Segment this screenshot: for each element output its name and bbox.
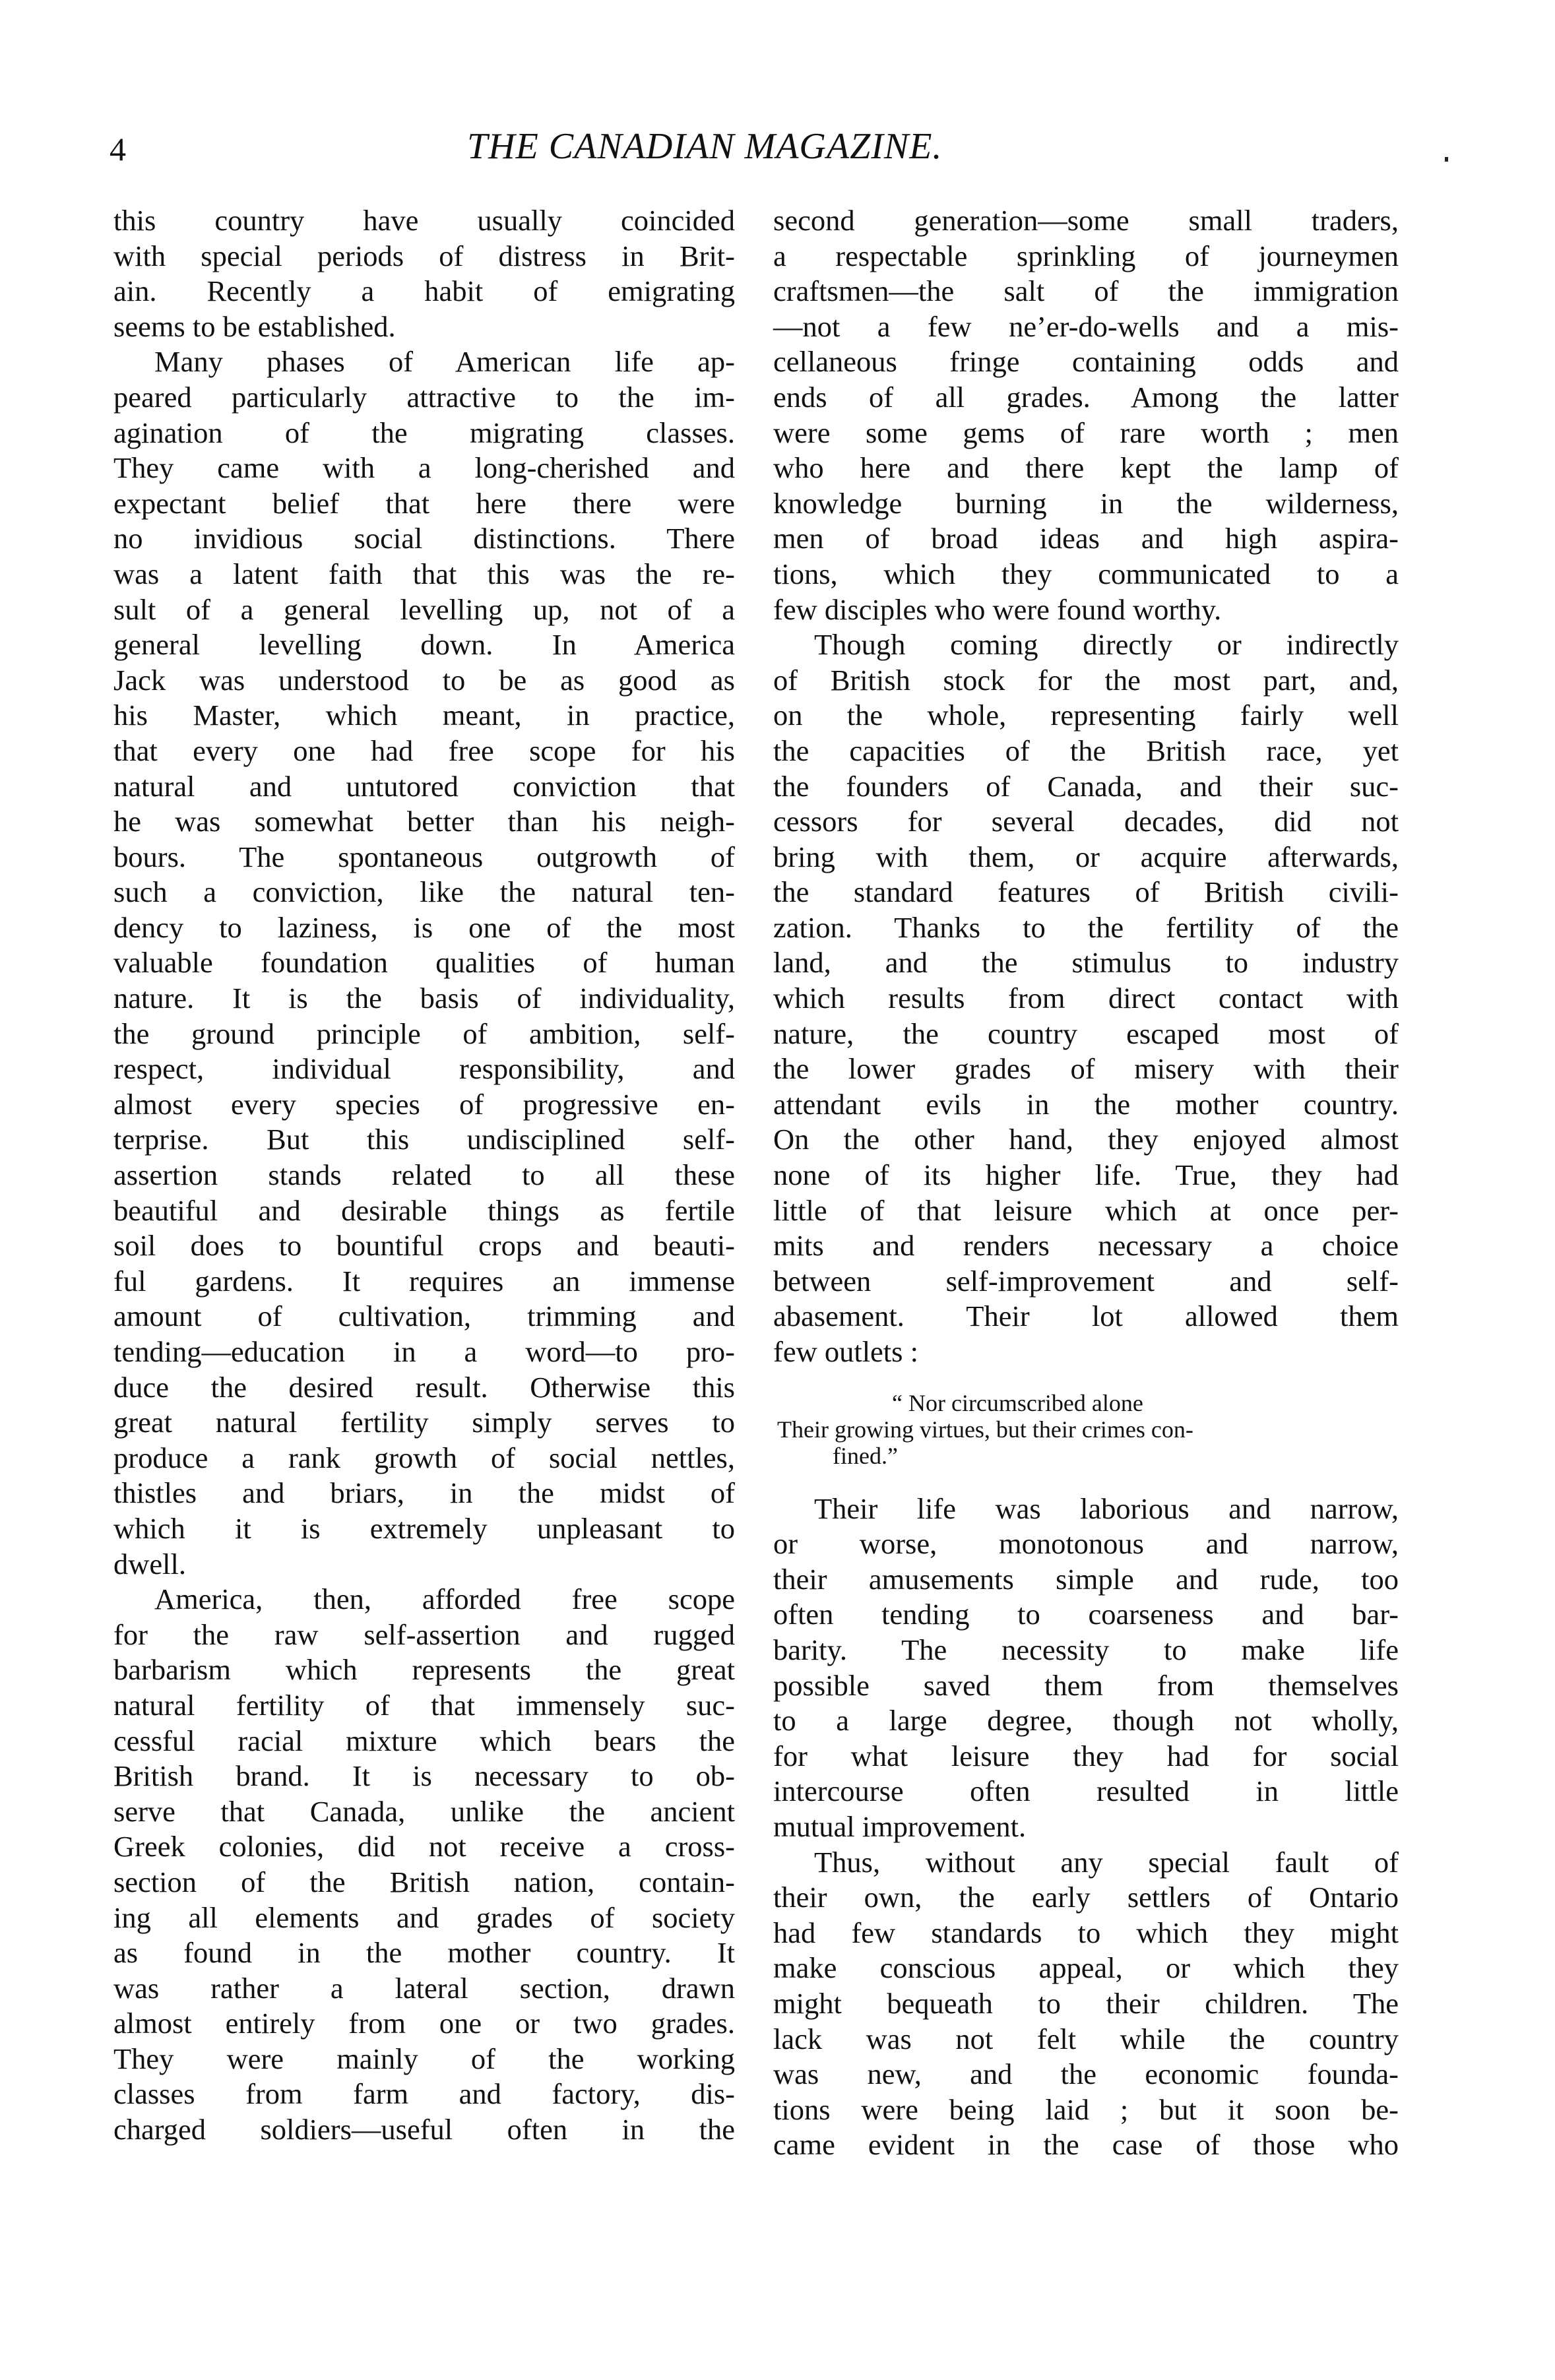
text-line: duce the desired result. Otherwise this	[113, 1370, 735, 1404]
text-line: nature. It is the basis of individuality,	[113, 982, 735, 1015]
text-line: to a large degree, though not wholly,	[773, 1704, 1399, 1738]
text-line: he was somewhat better than his neigh-	[113, 805, 735, 838]
text-line: was new, and the economic founda-	[773, 2057, 1399, 2091]
text-line: their own, the early settlers of Ontario	[773, 1881, 1399, 1914]
text-line: Greek colonies, did not receive a cross-	[113, 1830, 735, 1863]
text-line: They came with a long-cherished and	[113, 451, 735, 485]
text-line: Thus, without any special fault of	[814, 1845, 1399, 1879]
text-line: the founders of Canada, and their suc-	[773, 769, 1399, 803]
text-line: second generation—some small traders,	[773, 204, 1399, 237]
text-line: peared particularly attractive to the im-	[113, 380, 735, 414]
text-line: natural fertility of that immensely suc-	[113, 1688, 735, 1722]
text-line: almost every species of progressive en-	[113, 1087, 735, 1121]
text-line: seems to be established.	[113, 309, 396, 343]
text-line: little of that leisure which at once per-	[773, 1193, 1399, 1227]
text-line: natural and untutored conviction that	[113, 769, 735, 803]
text-line: produce a rank growth of social nettles,	[113, 1441, 735, 1474]
text-line: with special periods of distress in Brit-	[113, 239, 735, 272]
text-line: amount of cultivation, trimming and	[113, 1300, 735, 1333]
text-line: were some gems of rare worth ; men	[773, 416, 1399, 449]
text-line: between self-improvement and self-	[773, 1264, 1399, 1298]
text-line: bours. The spontaneous outgrowth of	[113, 840, 735, 873]
text-line: thistles and briars, in the midst of	[113, 1476, 735, 1510]
text-line: for what leisure they had for social	[773, 1739, 1399, 1772]
text-line: mutual improvement.	[773, 1809, 1027, 1843]
text-line: the standard features of British civili-	[773, 875, 1399, 909]
text-line: who here and there kept the lamp of	[773, 451, 1399, 485]
text-line: the capacities of the British race, yet	[773, 734, 1399, 767]
text-line: the lower grades of misery with their	[773, 1052, 1399, 1086]
quote-line-2: Their growing virtues, but their crimes con-	[777, 1416, 1193, 1443]
right-column-text-after-quote	[773, 1491, 1399, 2163]
text-line: knowledge burning in the wilderness,	[773, 486, 1399, 520]
text-line: that every one had free scope for his	[113, 734, 735, 767]
text-line: on the whole, representing fairly well	[773, 699, 1399, 732]
text-line: abasement. Their lot allowed them	[773, 1300, 1399, 1333]
text-line: British brand. It is necessary to ob-	[113, 1759, 735, 1793]
text-line: his Master, which meant, in practice,	[113, 699, 735, 732]
text-line: nature, the country escaped most of	[773, 1017, 1399, 1050]
text-line: ain. Recently a habit of emigrating	[113, 274, 735, 308]
text-line: attendant evils in the mother country.	[773, 1087, 1399, 1121]
text-line: general levelling down. In America	[113, 628, 735, 662]
right-column	[773, 203, 1399, 2163]
text-line: bring with them, or acquire afterwards,	[773, 840, 1399, 873]
text-line: tending—education in a word—to pro-	[113, 1335, 735, 1368]
text-line: tions were being laid ; but it soon be-	[773, 2092, 1399, 2126]
text-line: Many phases of American life ap-	[154, 345, 735, 379]
text-line: the ground principle of ambition, self-	[113, 1017, 735, 1050]
text-line: few outlets :	[773, 1335, 918, 1368]
running-title: THE CANADIAN MAGAZINE.	[467, 126, 943, 167]
text-line: none of its higher life. True, they had	[773, 1158, 1399, 1192]
text-line: tions, which they communicated to a	[773, 557, 1399, 590]
text-line: ing all elements and grades of society	[113, 1900, 735, 1934]
text-line: dwell.	[113, 1547, 186, 1581]
text-line: came evident in the case of those who	[773, 2128, 1399, 2162]
text-line: barity. The necessity to make life	[773, 1633, 1399, 1666]
text-line: this country have usually coincided	[113, 204, 735, 237]
text-line: terprise. But this undisciplined self-	[113, 1123, 735, 1156]
text-line: a respectable sprinkling of journeymen	[773, 239, 1399, 272]
text-line: had few standards to which they might	[773, 1916, 1399, 1949]
text-line: lack was not felt while the country	[773, 2022, 1399, 2055]
text-line: charged soldiers—useful often in the	[113, 2113, 735, 2146]
text-line: They were mainly of the working	[113, 2042, 735, 2075]
text-line: intercourse often resulted in little	[773, 1774, 1399, 1808]
text-line: was rather a lateral section, drawn	[113, 1971, 735, 2005]
text-line: serve that Canada, unlike the ancient	[113, 1794, 735, 1828]
text-line: Though coming directly or indirectly	[814, 628, 1399, 662]
text-line: expectant belief that here there were	[113, 486, 735, 520]
text-line: their amusements simple and rude, too	[773, 1562, 1399, 1596]
left-column	[113, 203, 735, 2148]
text-line: possible saved them from themselves	[773, 1668, 1399, 1702]
text-line: respect, individual responsibility, and	[113, 1052, 735, 1086]
text-line: —not a few ne’er-do-wells and a mis-	[773, 309, 1399, 343]
text-line: which results from direct contact with	[773, 982, 1399, 1015]
text-line: mits and renders necessary a choice	[773, 1229, 1399, 1263]
verse-quotation	[773, 1390, 1399, 1469]
text-line: of British stock for the most part, and,	[773, 663, 1399, 697]
text-line: valuable foundation qualities of human	[113, 946, 735, 980]
text-line: zation. Thanks to the fertility of the	[773, 910, 1399, 944]
text-line: classes from farm and factory, dis-	[113, 2077, 735, 2111]
text-line: no invidious social distinctions. There	[113, 522, 735, 555]
text-line: beautiful and desirable things as fertile	[113, 1193, 735, 1227]
text-line: was a latent faith that this was the re-	[113, 557, 735, 590]
text-line: soil does to bountiful crops and beauti-	[113, 1229, 735, 1263]
text-line: cessors for several decades, did not	[773, 805, 1399, 838]
text-line: make conscious appeal, or which they	[773, 1951, 1399, 1985]
print-speck	[1445, 157, 1448, 162]
text-line: as found in the mother country. It	[113, 1936, 735, 1970]
text-line: sult of a general levelling up, not of a	[113, 592, 735, 626]
text-line: land, and the stimulus to industry	[773, 946, 1399, 980]
text-line: Jack was understood to be as good as	[113, 663, 735, 697]
text-line: often tending to coarseness and bar-	[773, 1598, 1399, 1631]
text-line: assertion stands related to all these	[113, 1158, 735, 1192]
text-line: such a conviction, like the natural ten-	[113, 875, 735, 909]
text-line: On the other hand, they enjoyed almost	[773, 1123, 1399, 1156]
text-line: cessful racial mixture which bears the	[113, 1724, 735, 1757]
text-line: agination of the migrating classes.	[113, 416, 735, 449]
text-line: few disciples who were found worthy.	[773, 592, 1222, 626]
text-line: almost entirely from one or two grades.	[113, 2007, 735, 2040]
text-line: men of broad ideas and high aspira-	[773, 522, 1399, 555]
text-line: ends of all grades. Among the latter	[773, 380, 1399, 414]
text-line: ful gardens. It requires an immense	[113, 1264, 735, 1298]
right-column-text-before-quote	[773, 203, 1399, 1370]
text-line: cellaneous fringe containing odds and	[773, 345, 1399, 379]
text-line: dency to laziness, is one of the most	[113, 910, 735, 944]
text-line: for the raw self-assertion and rugged	[113, 1617, 735, 1651]
quote-line-3: fined.”	[833, 1442, 898, 1469]
page-number: 4	[110, 131, 126, 168]
text-line: barbarism which represents the great	[113, 1653, 735, 1687]
text-line: great natural fertility simply serves to	[113, 1406, 735, 1439]
text-line: America, then, afforded free scope	[154, 1582, 735, 1616]
text-line: which it is extremely unpleasant to	[113, 1511, 735, 1545]
quote-line-1: “ Nor circumscribed alone	[892, 1389, 1143, 1416]
text-line: or worse, monotonous and narrow,	[773, 1527, 1399, 1561]
text-line: craftsmen—the salt of the immigration	[773, 274, 1399, 308]
text-line: Their life was laborious and narrow,	[814, 1491, 1399, 1525]
text-line: might bequeath to their children. The	[773, 1986, 1399, 2020]
text-line: section of the British nation, contain-	[113, 1865, 735, 1898]
